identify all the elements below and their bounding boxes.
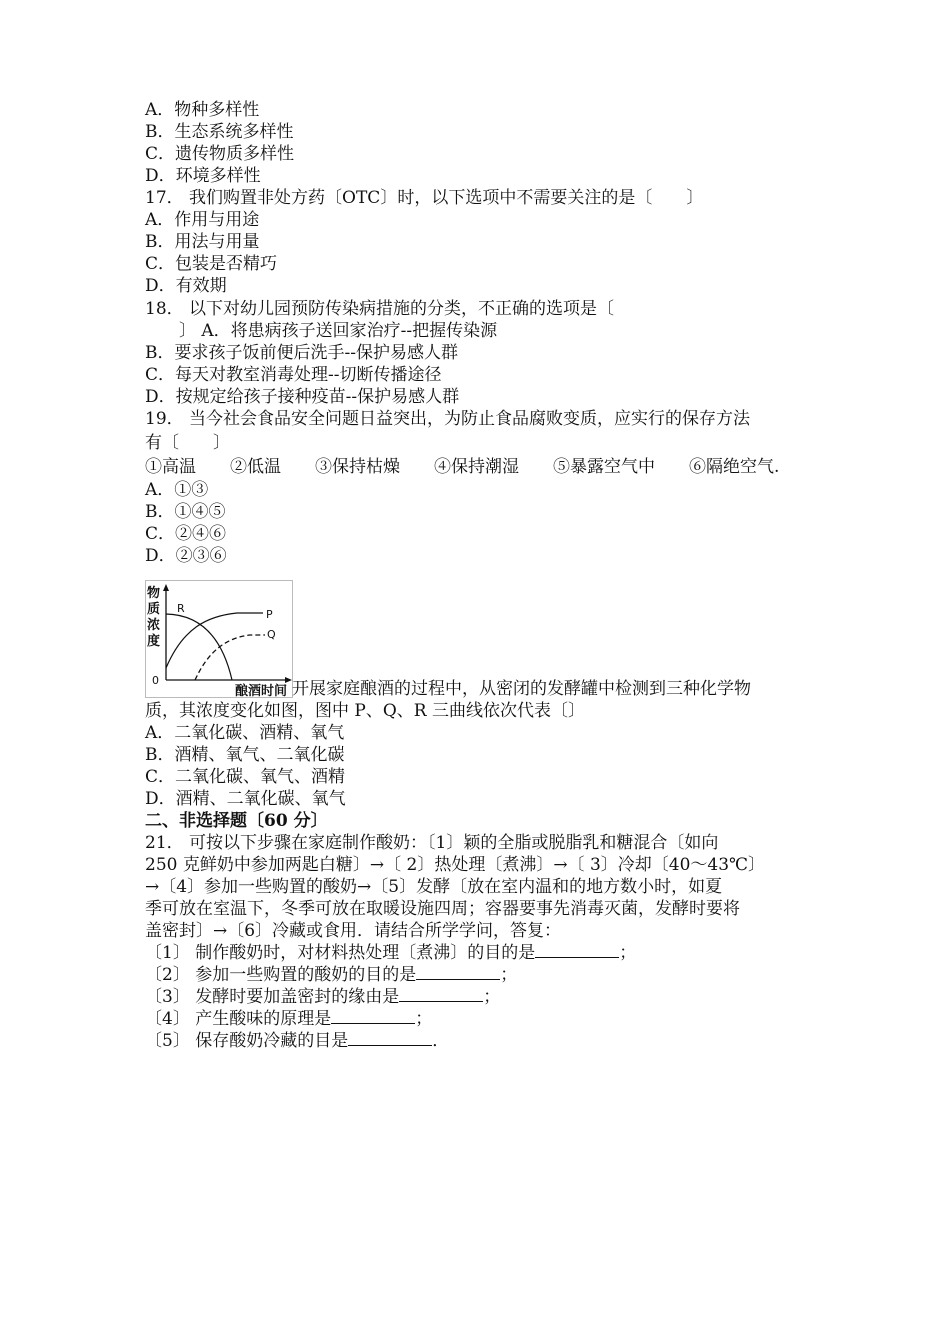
curve-label-p: P	[266, 608, 273, 621]
answer-blank-3[interactable]	[399, 986, 483, 1002]
q20-option-a: A．二氧化碳、酒精、氧气	[145, 723, 345, 743]
q21-sub-1	[145, 942, 636, 964]
q21-sub-5-end: ．	[432, 1031, 450, 1051]
q20-stem-cont: 质，其浓度变化如图，图中 P、Q、R 三曲线依次代表〔〕	[145, 701, 585, 721]
q20-stem: 开展家庭酿酒的过程中，从密闭的发酵罐中检测到三种化学物	[292, 679, 751, 699]
q17-option-a: A．作用与用途	[145, 210, 260, 230]
answer-blank-4[interactable]	[331, 1008, 415, 1024]
x-axis-label: 酿酒时间	[235, 684, 288, 698]
q19-choices: ①高温 ②低温 ③保持枯燥 ④保持潮湿 ⑤暴露空气中 ⑥隔绝空气.	[145, 457, 780, 477]
curve-label-r: R	[177, 602, 185, 615]
q21-stem-line-1: 21． 可按以下步骤在家庭制作酸奶：〔1〕颖的全脂或脱脂乳和糖混合〔如向	[145, 833, 719, 853]
origin-label: 0	[152, 674, 159, 687]
q18-option-d: D．按规定给孩子接种疫苗--保护易感人群	[145, 387, 460, 407]
q18-stem: 18． 以下对幼儿园预防传染病措施的分类，不正确的选项是〔	[145, 299, 615, 319]
q19-stem: 19． 当今社会食品安全问题日益突出，为防止食品腐败变质，应实行的保存方法	[145, 409, 751, 429]
q17-stem: 17． 我们购置非处方药〔OTC〕时，以下选项中不需要关注的是〔 〕	[145, 188, 704, 208]
y-axis-label-char-4: 度	[147, 634, 161, 649]
q20-option-c: C．二氧化碳、氧气、酒精	[145, 767, 346, 787]
q21-stem-line-5: 盖密封〕→〔6〕冷藏或食用．请结合所学学问，答复：	[145, 921, 562, 941]
q17-option-d: D．有效期	[145, 276, 227, 296]
q21-sub-3	[145, 986, 500, 1008]
q21-sub-3-text: 〔3〕 发酵时要加盖密封的缘由是	[145, 987, 400, 1007]
q16-option-c: C．遗传物质多样性	[145, 144, 295, 164]
q18-option-c: C．每天对教室消毒处理--切断传播途径	[145, 365, 442, 385]
y-axis-label-char-1: 物	[147, 586, 161, 601]
q18-stem-cont: 〕 A．将患病孩子送回家治疗--把握传染源	[145, 321, 498, 341]
q16-option-d: D．环境多样性	[145, 166, 261, 186]
q21-sub-3-end: ；	[483, 987, 501, 1007]
q18-option-b: B．要求孩子饭前便后洗手--保护易感人群	[145, 343, 458, 363]
q20-option-b: B．酒精、氧气、二氧化碳	[145, 745, 345, 765]
q19-option-c: C．②④⑥	[145, 524, 227, 544]
q21-sub-2-text: 〔2〕 参加一些购置的酸奶的目的是	[145, 965, 417, 985]
y-axis-label-char-3: 浓	[147, 618, 161, 633]
q19-option-d: D．②③⑥	[145, 546, 227, 566]
concentration-graph	[145, 580, 293, 698]
q17-option-c: C．包装是否精巧	[145, 254, 278, 274]
q21-sub-2-end: ；	[500, 965, 518, 985]
q21-sub-4-end: ；	[415, 1009, 433, 1029]
answer-blank-1[interactable]	[535, 942, 619, 958]
q21-sub-4	[145, 1008, 432, 1030]
q21-sub-1-end: ；	[619, 943, 637, 963]
q21-stem-line-2: 250 克鲜奶中参加两匙白糖〕→〔 2〕热处理〔煮沸〕→〔 3〕冷却〔40～43℃〕	[145, 855, 766, 875]
q19-option-a: A．①③	[145, 480, 209, 500]
q21-sub-5-text: 〔5〕 保存酸奶冷藏的目是	[145, 1031, 349, 1051]
answer-blank-5[interactable]	[348, 1030, 432, 1046]
section-2-title: 二、非选择题〔60 分〕	[145, 811, 328, 831]
q21-stem-line-3: →〔4〕参加一些购置的酸奶→〔5〕发酵〔放在室内温和的地方数小时，如夏	[145, 877, 723, 897]
q21-sub-4-text: 〔4〕 产生酸味的原理是	[145, 1009, 332, 1029]
q19-stem-cont: 有〔 〕	[145, 433, 230, 453]
answer-blank-2[interactable]	[416, 964, 500, 980]
curve-label-q: Q	[267, 628, 276, 641]
q19-option-b: B．①④⑤	[145, 502, 226, 522]
y-axis-label-char-2: 质	[147, 602, 161, 617]
q21-sub-2	[145, 964, 517, 986]
q17-option-b: B．用法与用量	[145, 232, 260, 252]
q16-option-b: B．生态系统多样性	[145, 122, 294, 142]
q21-sub-1-text: 〔1〕 制作酸奶时，对材料热处理〔煮沸〕的目的是	[145, 943, 536, 963]
q21-sub-5	[145, 1030, 449, 1052]
q16-option-a: A．物种多样性	[145, 100, 260, 120]
q20-option-d: D．酒精、二氧化碳、氧气	[145, 789, 346, 809]
q21-stem-line-4: 季可放在室温下，冬季可放在取暖设施四周；容器要事先消毒灭菌，发酵时要将	[145, 899, 740, 919]
